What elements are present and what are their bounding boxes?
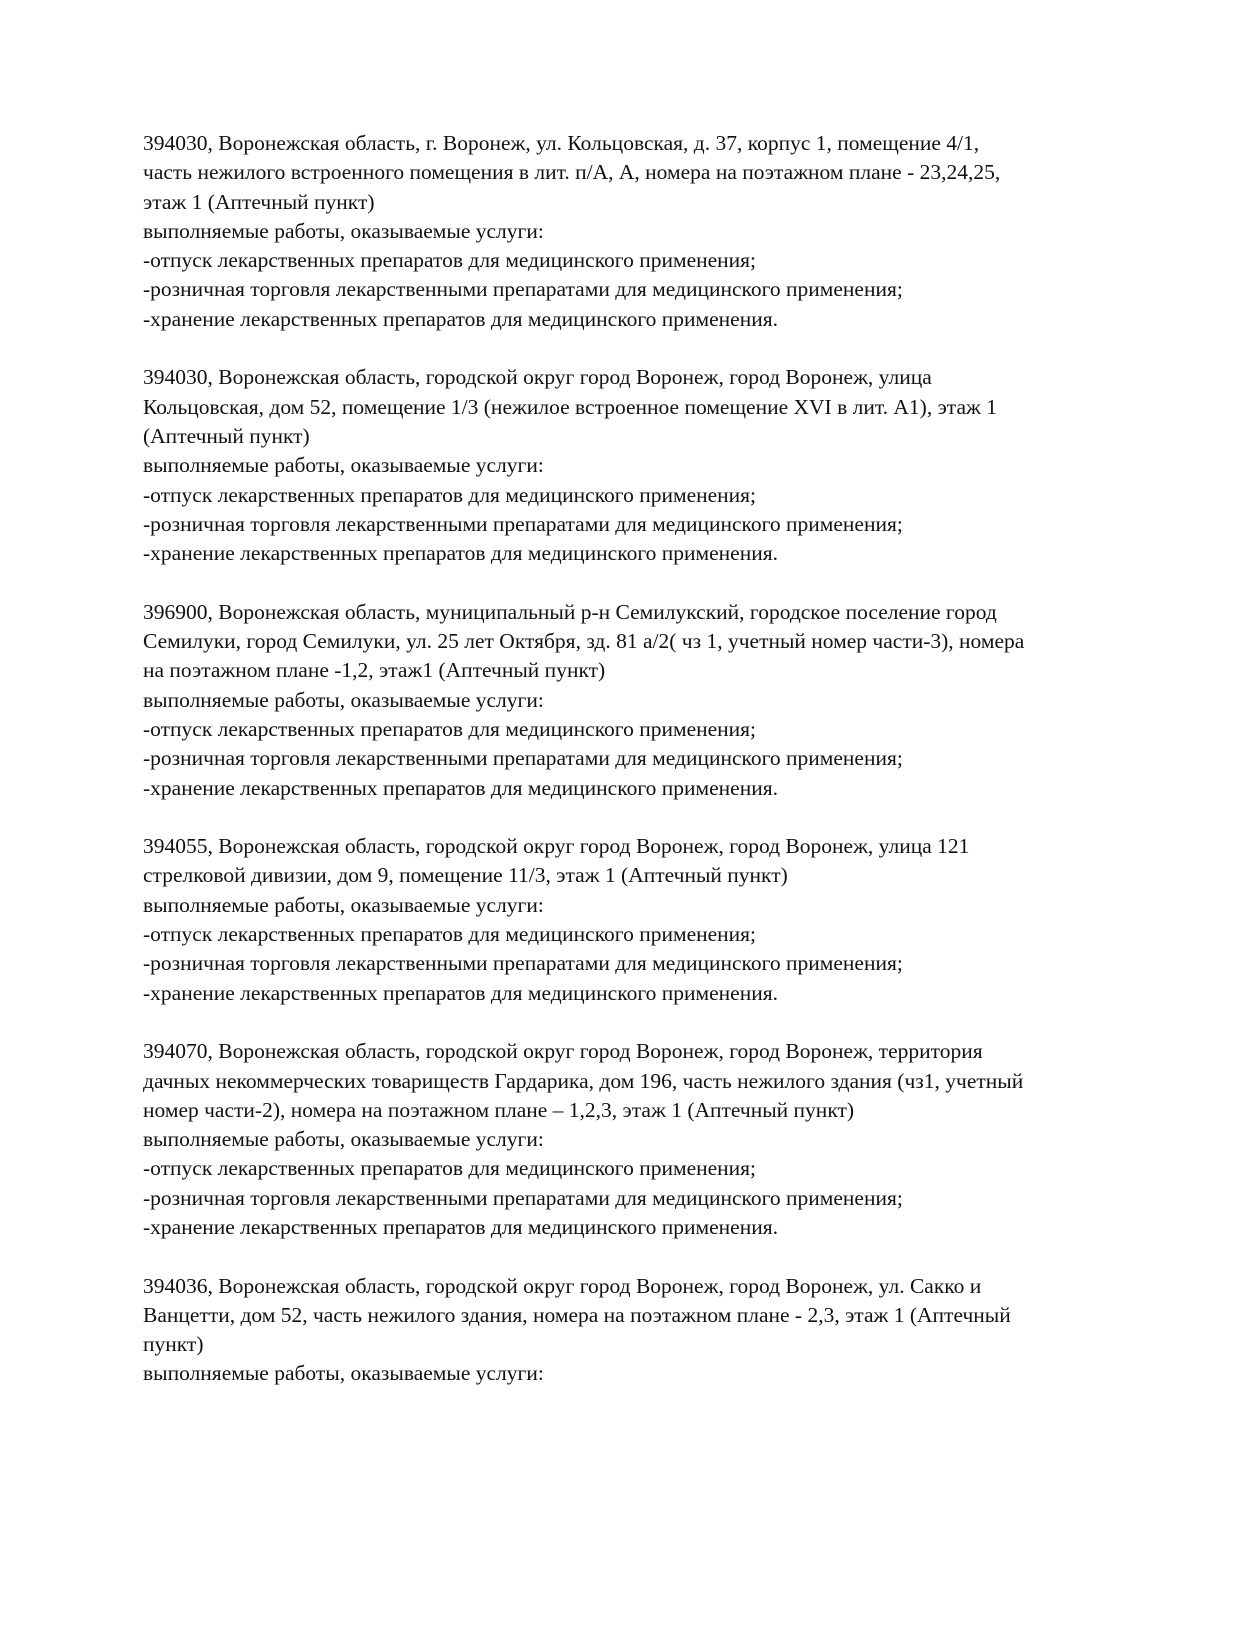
work-item: -розничная торговля лекарственными препаратами для медицинского применения; — [143, 511, 903, 536]
work-item: -хранение лекарственных препаратов для медицинского применения. — [143, 980, 778, 1005]
address-line: этаж 1 (Аптечный пункт) — [143, 189, 375, 214]
work-item: -отпуск лекарственных препаратов для медицинского применения; — [143, 716, 757, 741]
address-line: 394070, Воронежская область, городской округ город Воронеж, город Воронеж, территория — [143, 1039, 983, 1064]
address-line: 394030, Воронежская область, г. Воронеж, ул. Кольцовская, д. 37, корпус 1, помещение 4/1, — [143, 131, 980, 155]
location-entry-5 — [143, 1037, 1143, 1242]
address-line: часть нежилого встроенного помещения в лит. п/А, А, номера на поэтажном плане - 23,24,25, — [143, 160, 1001, 185]
work-item: -розничная торговля лекарственными препаратами для медицинского применения; — [143, 951, 903, 976]
work-item: -розничная торговля лекарственными препаратами для медицинского применения; — [143, 1185, 903, 1210]
address-line: Семилуки, город Семилуки, ул. 25 лет Октября, зд. 81 а/2( чз 1, учетный номер части-3), номера — [143, 629, 1025, 654]
work-item: -хранение лекарственных препаратов для медицинского применения. — [143, 541, 778, 566]
work-item: -отпуск лекарственных препаратов для медицинского применения; — [143, 922, 757, 947]
works-heading: выполняемые работы, оказываемые услуги: — [143, 892, 544, 917]
address-line: 394055, Воронежская область, городской округ город Воронеж, город Воронеж, улица 121 — [143, 834, 970, 859]
location-entry-6 — [143, 1272, 1143, 1389]
location-entry-1 — [143, 129, 1143, 334]
work-item: -отпуск лекарственных препаратов для медицинского применения; — [143, 248, 757, 273]
work-item: -отпуск лекарственных препаратов для медицинского применения; — [143, 482, 757, 507]
works-heading: выполняемые работы, оказываемые услуги: — [143, 453, 544, 478]
address-line: номер части-2), номера на поэтажном плане – 1,2,3, этаж 1 (Аптечный пункт) — [143, 1097, 855, 1122]
address-line: стрелковой дивизии, дом 9, помещение 11/3, этаж 1 (Аптечный пункт) — [143, 863, 788, 888]
address-line: Ванцетти, дом 52, часть нежилого здания, номера на поэтажном плане - 2,3, этаж 1 (Аптечный — [143, 1302, 1011, 1327]
address-line: 394036, Воронежская область, городской округ город Воронеж, город Воронеж, ул. Сакко и — [143, 1273, 982, 1298]
work-item: -хранение лекарственных препаратов для медицинского применения. — [143, 1214, 778, 1239]
work-item: -отпуск лекарственных препаратов для медицинского применения; — [143, 1156, 757, 1181]
works-heading: выполняемые работы, оказываемые услуги: — [143, 687, 544, 712]
work-item: -розничная торговля лекарственными препаратами для медицинского применения; — [143, 746, 903, 771]
work-item: -хранение лекарственных препаратов для медицинского применения. — [143, 775, 778, 800]
works-heading: выполняемые работы, оказываемые услуги: — [143, 1361, 544, 1386]
works-heading: выполняемые работы, оказываемые услуги: — [143, 218, 544, 243]
address-line: 394030, Воронежская область, городской округ город Воронеж, город Воронеж, улица — [143, 365, 932, 390]
document-page — [143, 129, 1143, 1418]
location-entry-2 — [143, 363, 1143, 568]
work-item: -хранение лекарственных препаратов для медицинского применения. — [143, 306, 778, 331]
location-entry-3 — [143, 598, 1143, 803]
work-item: -розничная торговля лекарственными препаратами для медицинского применения; — [143, 277, 903, 302]
location-entry-4 — [143, 832, 1143, 1008]
address-line: на поэтажном плане -1,2, этаж1 (Аптечный пункт) — [143, 658, 606, 683]
address-line: (Аптечный пункт) — [143, 423, 310, 448]
address-line: дачных некоммерческих товариществ Гардарика, дом 196, часть нежилого здания (чз1, учетный — [143, 1068, 1024, 1093]
works-heading: выполняемые работы, оказываемые услуги: — [143, 1127, 544, 1152]
address-line: Кольцовская, дом 52, помещение 1/3 (нежилое встроенное помещение XVI в лит. А1), этаж 1 — [143, 394, 997, 419]
address-line: пункт) — [143, 1332, 204, 1357]
address-line: 396900, Воронежская область, муниципальный р-н Семилукский, городское поселение город — [143, 599, 997, 624]
